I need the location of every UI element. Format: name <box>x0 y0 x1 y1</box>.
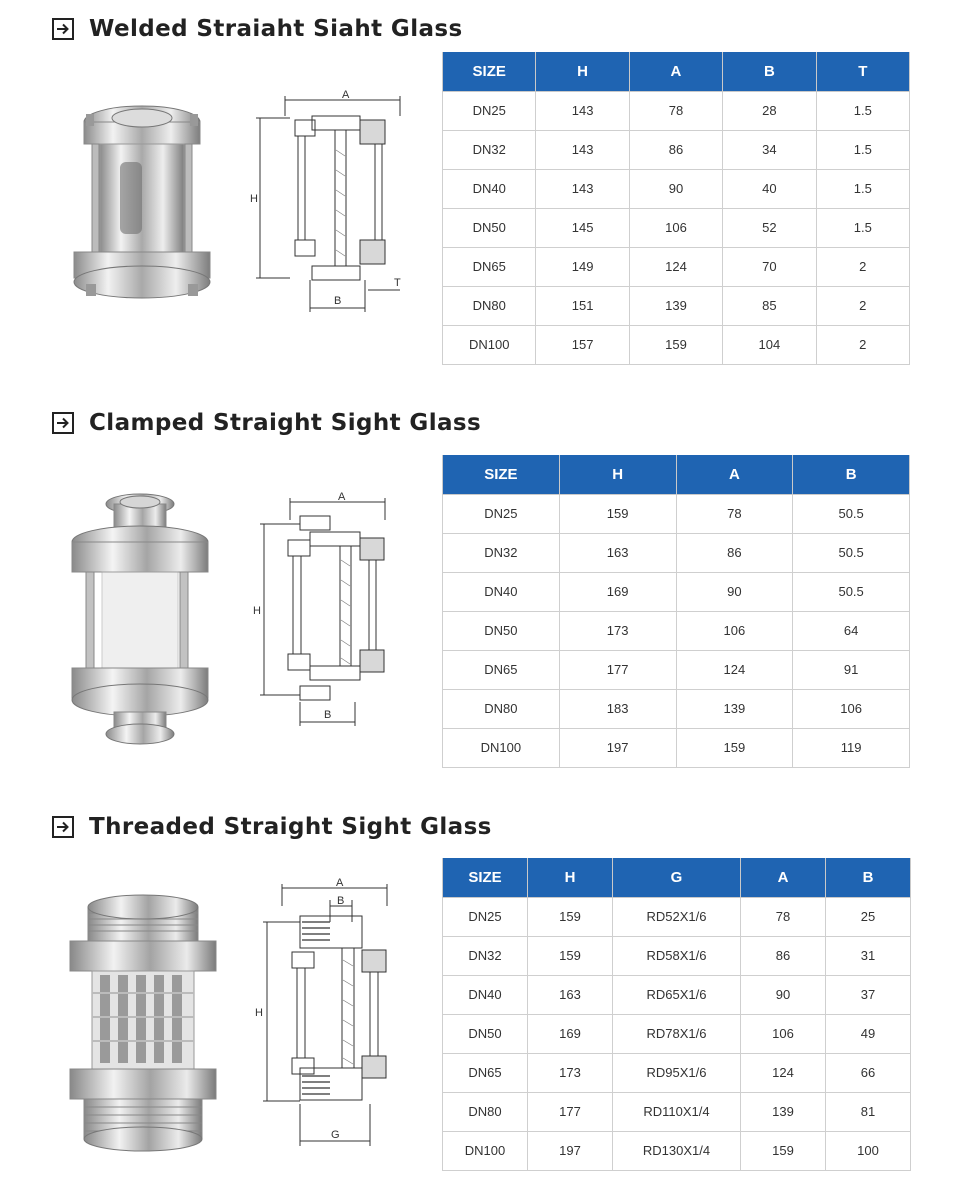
table-cell: DN25 <box>443 494 560 533</box>
table-row <box>443 572 910 611</box>
section-title-welded <box>52 14 463 44</box>
table-cell: DN50 <box>443 208 536 247</box>
table-row <box>443 286 910 325</box>
table-cell: 2 <box>816 325 909 364</box>
table-cell: 25 <box>826 897 911 936</box>
table-cell: DN25 <box>443 897 528 936</box>
table-cell: 64 <box>793 611 910 650</box>
spec-table-welded <box>442 52 910 365</box>
arrow-box-icon <box>52 18 74 40</box>
table-row <box>443 91 910 130</box>
table-row <box>443 208 910 247</box>
threaded-technical-drawing <box>250 876 410 1156</box>
table-cell: DN50 <box>443 611 560 650</box>
clamped-technical-drawing <box>250 490 410 735</box>
table-cell: DN32 <box>443 936 528 975</box>
section-clamped <box>0 395 963 785</box>
table-cell: 106 <box>676 611 793 650</box>
table-cell: 34 <box>723 130 816 169</box>
table-cell: 177 <box>528 1092 613 1131</box>
table-cell: 1.5 <box>816 91 909 130</box>
table-cell: 49 <box>826 1014 911 1053</box>
column-header: B <box>826 858 911 897</box>
dim-label-a: A <box>336 877 344 889</box>
column-header: G <box>613 858 741 897</box>
table-cell: 159 <box>629 325 722 364</box>
table-cell: 106 <box>793 689 910 728</box>
table-row <box>443 325 910 364</box>
table-cell: DN40 <box>443 975 528 1014</box>
table-cell: 159 <box>676 728 793 767</box>
column-header: A <box>741 858 826 897</box>
column-header: T <box>816 52 909 91</box>
table-cell: 106 <box>741 1014 826 1053</box>
table-row <box>443 1131 911 1170</box>
table-row <box>443 247 910 286</box>
dim-label-a: A <box>338 491 346 503</box>
welded-sight-glass-photo <box>62 100 222 310</box>
table-row <box>443 130 910 169</box>
table-row <box>443 650 910 689</box>
welded-technical-drawing <box>250 90 410 320</box>
table-row <box>443 1014 911 1053</box>
column-header: B <box>723 52 816 91</box>
table-cell: 52 <box>723 208 816 247</box>
table-cell: 2 <box>816 286 909 325</box>
table-cell: 157 <box>536 325 629 364</box>
table-cell: RD58X1/6 <box>613 936 741 975</box>
table-cell: DN32 <box>443 130 536 169</box>
table-cell: RD110X1/4 <box>613 1092 741 1131</box>
table-cell: RD52X1/6 <box>613 897 741 936</box>
table-cell: DN100 <box>443 325 536 364</box>
dim-label-b: B <box>334 295 342 307</box>
spec-table-threaded <box>442 858 911 1171</box>
table-cell: 100 <box>826 1131 911 1170</box>
clamped-sight-glass-photo <box>62 490 212 750</box>
table-cell: DN32 <box>443 533 560 572</box>
table-cell: 139 <box>629 286 722 325</box>
table-cell: DN100 <box>443 728 560 767</box>
spec-table-clamped <box>442 455 910 768</box>
table-cell: 90 <box>741 975 826 1014</box>
table-row <box>443 897 911 936</box>
table-cell: 169 <box>528 1014 613 1053</box>
section-heading: Welded Straiaht Siaht Glass <box>89 16 463 42</box>
table-cell: RD65X1/6 <box>613 975 741 1014</box>
table-cell: 104 <box>723 325 816 364</box>
section-heading: Threaded Straight Sight Glass <box>89 814 492 840</box>
column-header: SIZE <box>443 455 560 494</box>
table-cell: DN50 <box>443 1014 528 1053</box>
table-cell: 78 <box>676 494 793 533</box>
dim-label-a: A <box>342 90 350 101</box>
table-cell: DN80 <box>443 286 536 325</box>
table-cell: 31 <box>826 936 911 975</box>
table-row <box>443 975 911 1014</box>
table-cell: 119 <box>793 728 910 767</box>
table-cell: RD95X1/6 <box>613 1053 741 1092</box>
table-cell: 124 <box>741 1053 826 1092</box>
table-cell: 197 <box>528 1131 613 1170</box>
table-cell: DN100 <box>443 1131 528 1170</box>
table-cell: 169 <box>559 572 676 611</box>
table-row <box>443 936 911 975</box>
table-cell: 139 <box>676 689 793 728</box>
table-cell: 2 <box>816 247 909 286</box>
table-cell: 70 <box>723 247 816 286</box>
dim-label-g: G <box>331 1129 340 1141</box>
dim-label-h: H <box>250 193 258 205</box>
table-cell: 1.5 <box>816 208 909 247</box>
table-cell: 143 <box>536 130 629 169</box>
table-cell: 183 <box>559 689 676 728</box>
table-cell: DN80 <box>443 1092 528 1131</box>
table-cell: 91 <box>793 650 910 689</box>
table-cell: 81 <box>826 1092 911 1131</box>
table-cell: 159 <box>528 897 613 936</box>
table-cell: 124 <box>676 650 793 689</box>
table-row <box>443 689 910 728</box>
dim-label-b: B <box>324 709 332 721</box>
table-cell: 143 <box>536 169 629 208</box>
table-cell: DN40 <box>443 572 560 611</box>
table-row <box>443 494 910 533</box>
column-header: H <box>536 52 629 91</box>
table-cell: 50.5 <box>793 533 910 572</box>
arrow-box-icon <box>52 816 74 838</box>
section-title-clamped <box>52 408 481 438</box>
section-welded <box>0 0 963 380</box>
column-header: SIZE <box>443 858 528 897</box>
section-heading: Clamped Straight Sight Glass <box>89 410 482 436</box>
table-row <box>443 611 910 650</box>
table-cell: 90 <box>676 572 793 611</box>
table-cell: 159 <box>741 1131 826 1170</box>
dim-label-h: H <box>253 605 261 617</box>
table-cell: 106 <box>629 208 722 247</box>
column-header: H <box>559 455 676 494</box>
table-cell: 173 <box>559 611 676 650</box>
table-cell: 163 <box>528 975 613 1014</box>
table-cell: 145 <box>536 208 629 247</box>
table-cell: RD130X1/4 <box>613 1131 741 1170</box>
table-cell: 163 <box>559 533 676 572</box>
table-cell: 151 <box>536 286 629 325</box>
dim-label-b: B <box>337 895 345 907</box>
column-header: H <box>528 858 613 897</box>
section-threaded <box>0 798 963 1193</box>
table-cell: 50.5 <box>793 572 910 611</box>
table-cell: 197 <box>559 728 676 767</box>
table-row <box>443 1053 911 1092</box>
table-cell: 173 <box>528 1053 613 1092</box>
table-row <box>443 728 910 767</box>
table-row <box>443 169 910 208</box>
section-title-threaded <box>52 812 492 842</box>
table-cell: 28 <box>723 91 816 130</box>
column-header: B <box>793 455 910 494</box>
table-cell: 149 <box>536 247 629 286</box>
table-cell: 177 <box>559 650 676 689</box>
table-cell: DN80 <box>443 689 560 728</box>
table-cell: 86 <box>629 130 722 169</box>
table-cell: 124 <box>629 247 722 286</box>
table-row <box>443 1092 911 1131</box>
table-cell: 66 <box>826 1053 911 1092</box>
table-cell: 159 <box>528 936 613 975</box>
table-cell: 78 <box>629 91 722 130</box>
table-cell: DN65 <box>443 650 560 689</box>
table-cell: 143 <box>536 91 629 130</box>
column-header: SIZE <box>443 52 536 91</box>
table-cell: DN25 <box>443 91 536 130</box>
table-cell: DN65 <box>443 247 536 286</box>
column-header: A <box>629 52 722 91</box>
table-cell: 159 <box>559 494 676 533</box>
table-cell: 85 <box>723 286 816 325</box>
table-row <box>443 533 910 572</box>
table-cell: 37 <box>826 975 911 1014</box>
column-header: A <box>676 455 793 494</box>
dim-label-h: H <box>255 1007 263 1019</box>
table-cell: RD78X1/6 <box>613 1014 741 1053</box>
table-cell: 78 <box>741 897 826 936</box>
table-cell: 1.5 <box>816 169 909 208</box>
dim-label-t: T <box>394 277 401 289</box>
table-cell: 50.5 <box>793 494 910 533</box>
table-cell: 40 <box>723 169 816 208</box>
table-cell: DN40 <box>443 169 536 208</box>
table-header-row <box>443 858 911 897</box>
arrow-box-icon <box>52 412 74 434</box>
table-cell: 139 <box>741 1092 826 1131</box>
table-cell: DN65 <box>443 1053 528 1092</box>
table-cell: 86 <box>676 533 793 572</box>
table-cell: 86 <box>741 936 826 975</box>
threaded-sight-glass-photo <box>62 893 222 1163</box>
table-header-row <box>443 52 910 91</box>
table-header-row <box>443 455 910 494</box>
table-cell: 1.5 <box>816 130 909 169</box>
table-cell: 90 <box>629 169 722 208</box>
